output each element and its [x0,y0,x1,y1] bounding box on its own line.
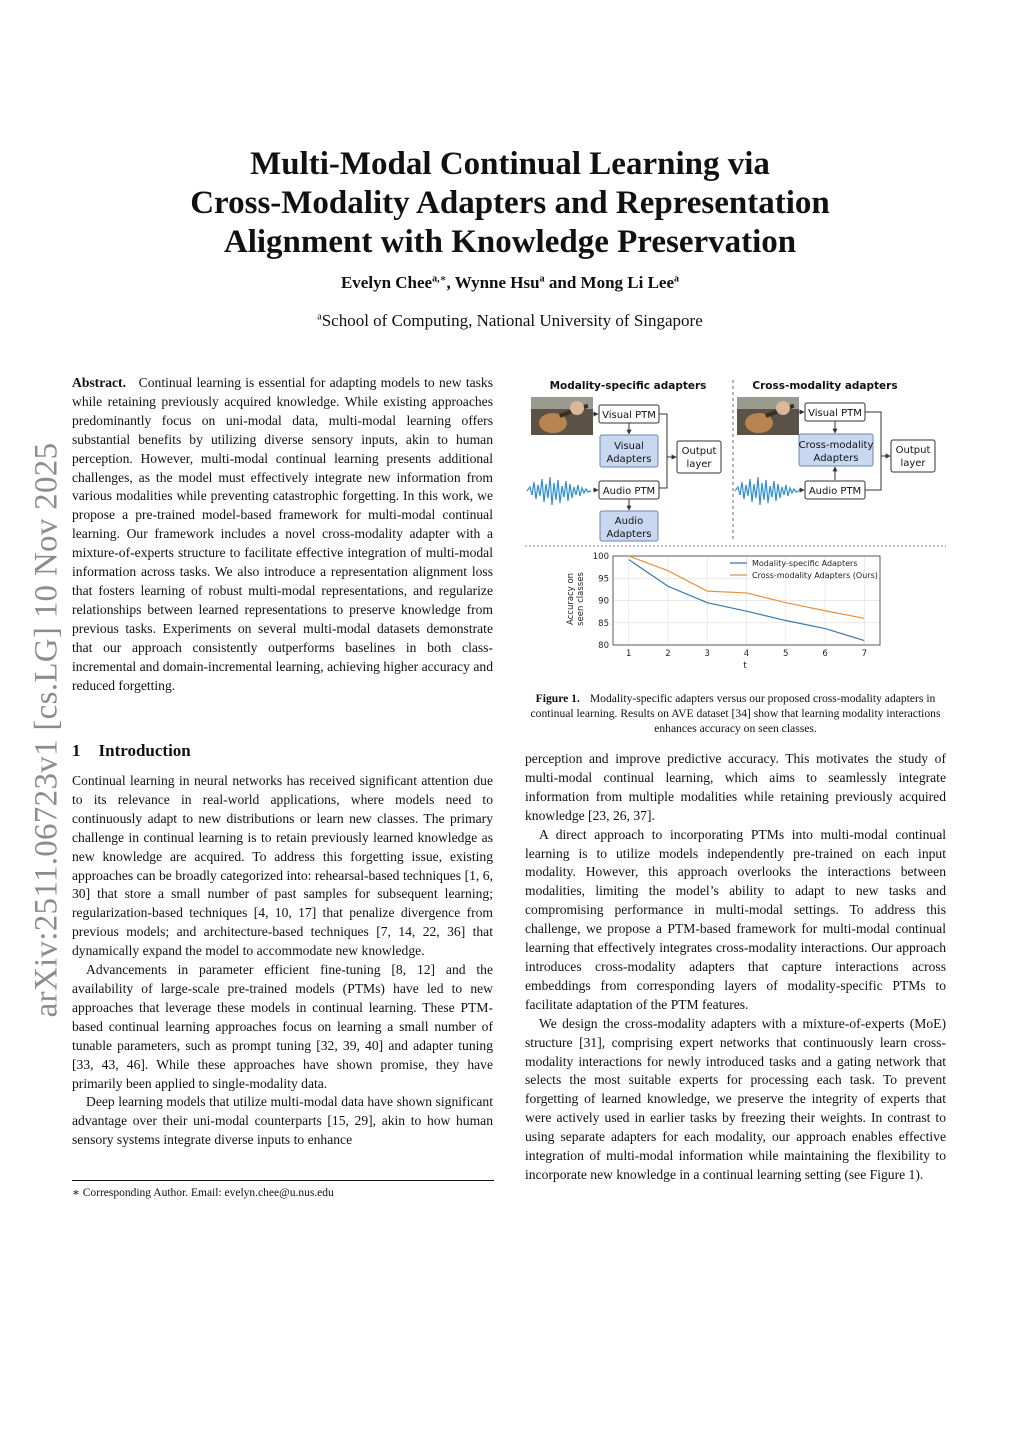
video-frame-icon [531,397,593,435]
title-line: Cross-Modality Adapters and Representation [190,185,830,221]
arxiv-sidebar [22,420,72,1040]
x-tick-label: 7 [861,649,868,659]
paragraph: A direct approach to incorporating PTMs into multi-modal continual learning is to utilize models independently pre-trained on each input modality. However, this approach overlooks the interactions between modalities, limiting the model’s ability to adapt to new tasks and compromising performance in multi-modal settings. To address this challenge, we propose a PTM-based framework for multi-modal continual learning that effectively integrates cross-modality interactions. Our approach introduces cross-modality adapters that capture interactions across embeddings from corresponding layers of modality-specific PTMs to facilitate adaptation of the PTM features. [525,826,946,1012]
section-number: 1 [72,741,81,760]
cross-modality-adapters-label: Cross-modality [798,440,874,451]
accuracy-line-chart [566,552,880,671]
visual-ptm-label: Visual PTM [808,408,862,419]
y-axis-label: seen classes [576,572,586,626]
output-layer-label: Output [895,445,931,456]
author-sup: a,∗ [432,273,447,285]
audio-adapters-label: Adapters [606,529,652,540]
affiliation [100,311,920,331]
paragraph: perception and improve predictive accuracy. This motivates the study of multi-modal continual learning, which aims to seamlessly integrate information from multiple modalities while retaining previously acquired knowledge [23, 26, 37]. [525,751,946,823]
right-diagram-title: Cross-modality adapters [752,380,898,392]
abstract-text: Continual learning is essential for adapting models to new tasks while retaining previously acquired knowledge. While existing approaches predominantly focus on uni-modal data, multi-modal learning offers substantial benefits by utilizing diverse sensory inputs, akin to human perception. However, multi-modal continual learning presents additional challenges, as the model must effectively integrate new information from various modalities while preventing catastrophic forgetting. In this work, we propose a pre-trained model-based framework for multi-modal continual learning. Our framework includes a novel cross-modality adapter with a mixture-of-experts structure to facilitate effective integration of multi-modal information across tasks. We also introduce a representation alignment loss that fosters learning of robust multi-modal representations, and regularize relationships between learned representations to preserve knowledge from previous tasks. Experiments on several multi-modal datasets demonstrate that our approach consistently outperforms baselines in both class-incremental and domain-incremental learning, achieving higher accuracy and reduced forgetting. [72,375,494,693]
x-tick-label: 1 [625,649,632,659]
author-separator: , [446,273,455,292]
y-tick-label: 95 [598,574,609,585]
audio-ptm-label: Audio PTM [602,486,656,497]
abstract-label: Abstract. [72,375,126,390]
author-sup: a [674,273,680,285]
x-tick-label: 5 [783,649,789,659]
audio-waveform-icon [527,477,591,505]
figure-1 [525,374,946,674]
footnote: ∗ Corresponding Author. Email: evelyn.chee@u.nus.edu [72,1187,334,1199]
author-name: Mong Li Lee [580,273,675,292]
abstract [72,374,493,695]
figure-caption-text: Modality-specific adapters versus our proposed cross-modality adapters in continual learning. Results on AVE dataset [34] show that learning modality interactions enhances accuracy on seen classes. [530,692,941,735]
y-tick-label: 90 [598,596,609,607]
arxiv-id: arXiv:2511.06723v1 [cs.LG] 10 Nov 2025 [28,442,65,1018]
section-heading [72,741,191,761]
video-frame-icon [737,397,799,435]
output-layer-label: layer [686,459,712,470]
paragraph: Advancements in parameter efficient fine-tuning [8, 12] and the availability of large-scale pre-trained models (PTMs) have led to new approaches that leverage these models in continual learning. These PTM-based continual learning approaches focus on learning a small number of tunable parameters, such as prompt tuning [32, 39, 40] and adapter tuning [33, 43, 46]. While these approaches have shown promise, they have primarily been applied to single-modality data. [72,962,493,1091]
y-tick-label: 100 [592,552,609,562]
affiliation-sup: a [317,311,322,323]
x-tick-label: 4 [743,649,750,659]
visual-ptm-label: Visual PTM [602,410,656,421]
x-axis-label: t [743,661,747,671]
x-tick-label: 6 [822,649,828,659]
author-separator: and [544,273,581,292]
footnote-rule [72,1180,494,1181]
left-diagram-title: Modality-specific adapters [549,380,707,392]
x-tick-label: 2 [665,649,671,659]
author-sup: a [539,273,545,285]
audio-ptm-label: Audio PTM [808,486,862,497]
y-tick-label: 85 [598,618,609,629]
affiliation-text: School of Computing, National University of Singapore [321,311,703,330]
figure-caption-label: Figure 1. [535,692,580,705]
author-name: Wynne Hsu [454,273,540,292]
audio-waveform-icon [735,477,799,505]
paragraph: We design the cross-modality adapters with a mixture-of-experts (MoE) structure [31], comprising expert networks that continuously learn cross-modality interactions for newly introduced tasks and a gating network that selects the most suitable experts for processing each task. To prevent forgetting of learned knowledge, we preserve the integrity of experts that were actively used in earlier tasks by freezing their weights. In contrast to using separate adapters for each modality, our approach enables effective integration of multi-modal information while maintaining the flexibility to incorporate new knowledge in a continual learning setting (see Figure 1). [525,1015,946,1182]
title-line: Multi-Modal Continual Learning via [250,146,770,182]
legend-label: Cross-modality Adapters (Ours) [752,571,878,580]
visual-adapters-label: Adapters [606,454,652,465]
paper-title [100,145,920,262]
legend-label: Modality-specific Adapters [752,559,858,568]
audio-adapters-label: Audio [614,516,644,527]
intro-right-column [525,750,946,1185]
author-name: Evelyn Chee [340,273,433,292]
x-tick-label: 3 [704,649,710,659]
visual-adapters-label: Visual [614,441,644,452]
arrow [659,414,667,488]
output-layer-label: layer [900,458,926,469]
title-line: Alignment with Knowledge Preservation [223,224,797,260]
cross-modality-adapters-label: Adapters [813,453,859,464]
section-title: Introduction [98,741,191,760]
paragraph: Deep learning models that utilize multi-modal data have shown significant advantage over their uni-modal counterparts [15, 29], akin to how human sensory systems integrate diverse inputs to enhance [72,1094,493,1148]
y-axis-label: Accuracy on [566,572,576,626]
y-tick-label: 80 [598,641,609,651]
output-layer-label: Output [681,446,717,457]
author-list [100,273,920,293]
figure-caption [525,691,946,736]
paragraph: Continual learning in neural networks has received significant attention due to its relevance in real-world applications, where models need to continuously adapt to new distributions or learn new classes. The primary challenge in continual learning is to retain previously learned knowledge as new knowledge are acquired. To address this forgetting issue, existing approaches can be broadly categorized into: rehearsal-based techniques [1, 6, 30] that store a small number of past samples for subsequent learning; regularization-based techniques [4, 10, 17] that penalize divergence from previous models; and architecture-based techniques [7, 14, 22, 36] that dynamically expand the model to accommodate new knowledge. [72,773,493,959]
intro-left-column [72,772,493,1150]
